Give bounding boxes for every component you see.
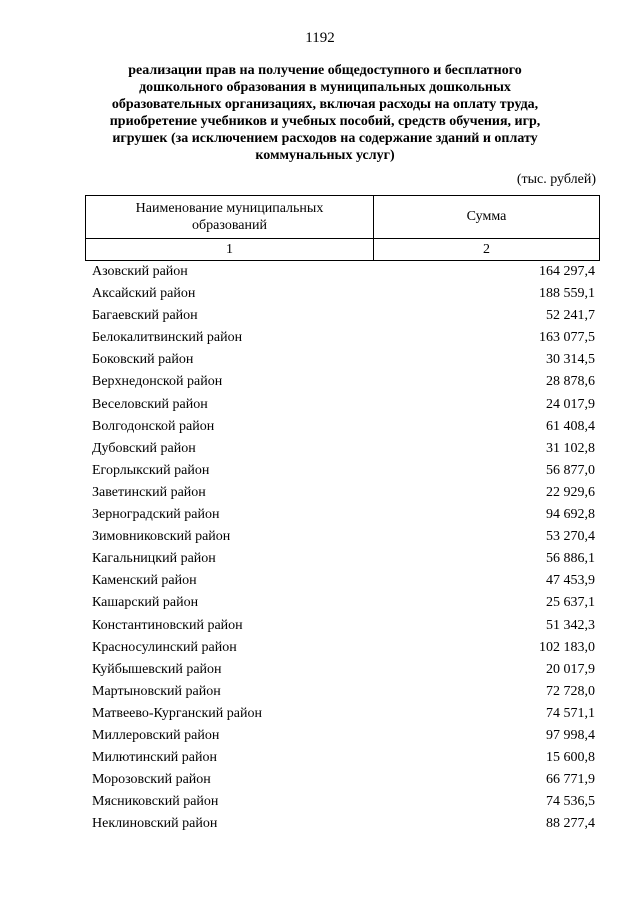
table-row xyxy=(92,261,595,283)
municipality-name: Константиновский район xyxy=(92,617,243,633)
table-row xyxy=(92,615,595,637)
table-row xyxy=(92,725,595,747)
amount-value: 163 077,5 xyxy=(539,330,595,346)
amount-value: 66 771,9 xyxy=(546,772,595,788)
municipality-name: Кашарский район xyxy=(92,595,199,611)
municipality-name: Красносулинский район xyxy=(92,639,237,655)
table-row xyxy=(92,283,595,305)
municipality-name: Милютинский район xyxy=(92,750,218,766)
amount-value: 52 241,7 xyxy=(546,308,595,324)
header-name-line: образований xyxy=(192,218,267,233)
municipality-name: Дубовский район xyxy=(92,440,196,456)
municipality-name: Заветинский район xyxy=(92,484,206,500)
municipality-name: Аксайский район xyxy=(92,286,196,302)
table-row xyxy=(92,438,595,460)
amount-value: 22 929,6 xyxy=(546,484,595,500)
amount-value: 74 536,5 xyxy=(546,794,595,810)
municipality-name: Кагальницкий район xyxy=(92,551,216,567)
table-row xyxy=(92,637,595,659)
table-body xyxy=(92,261,595,835)
municipality-name: Верхнедонской район xyxy=(92,374,223,390)
amount-value: 72 728,0 xyxy=(546,683,595,699)
amount-value: 28 878,6 xyxy=(546,374,595,390)
table-row xyxy=(92,349,595,371)
amount-value: 97 998,4 xyxy=(546,727,595,743)
municipality-name: Белокалитвинский район xyxy=(92,330,243,346)
amount-value: 53 270,4 xyxy=(546,529,595,545)
amount-value: 56 877,0 xyxy=(546,462,595,478)
title-line: дошкольного образования в муниципальных дошкольных xyxy=(139,80,511,95)
amount-value: 20 017,9 xyxy=(546,661,595,677)
table-row xyxy=(92,327,595,349)
municipality-name: Егорлыкский район xyxy=(92,462,210,478)
municipality-name: Волгодонской район xyxy=(92,418,215,434)
title-line: игрушек (за исключением расходов на содержание зданий и оплату xyxy=(112,131,538,146)
amount-value: 30 314,5 xyxy=(546,352,595,368)
table-row xyxy=(92,747,595,769)
table-row xyxy=(92,460,595,482)
municipality-name: Мясниковский район xyxy=(92,794,219,810)
table-row xyxy=(92,504,595,526)
amount-value: 88 277,4 xyxy=(546,816,595,832)
table-row xyxy=(92,548,595,570)
table-row xyxy=(92,305,595,327)
table-row xyxy=(92,526,595,548)
title-line: коммунальных услуг) xyxy=(255,148,395,163)
page-number: 1192 xyxy=(305,30,335,46)
amount-value: 31 102,8 xyxy=(546,440,595,456)
table-row xyxy=(92,592,595,614)
amount-value: 24 017,9 xyxy=(546,396,595,412)
municipality-name: Неклиновский район xyxy=(92,816,218,832)
municipality-name: Зимовниковский район xyxy=(92,529,231,545)
municipality-name: Куйбышевский район xyxy=(92,661,222,677)
title-line: приобретение учебников и учебных пособий, средств обучения, игр, xyxy=(109,114,541,129)
municipality-name: Веселовский район xyxy=(92,396,208,412)
table-row xyxy=(92,681,595,703)
title-line: образовательных организациях, включая расходы на оплату труда, xyxy=(111,97,539,112)
table-row xyxy=(92,482,595,504)
table-row xyxy=(92,703,595,725)
amount-value: 188 559,1 xyxy=(539,286,595,302)
column-number-2: 2 xyxy=(374,239,600,261)
table-row xyxy=(92,791,595,813)
title-line: реализации прав на получение общедоступного и бесплатного xyxy=(128,63,522,78)
municipality-name: Азовский район xyxy=(92,264,188,279)
amount-value: 25 637,1 xyxy=(546,595,595,611)
municipality-name: Зерноградский район xyxy=(92,507,220,523)
table-header xyxy=(85,195,600,261)
column-number-1: 1 xyxy=(86,239,374,261)
municipality-name: Матвеево-Курганский район xyxy=(92,705,262,721)
municipality-name: Боковский район xyxy=(92,352,194,368)
municipality-name: Миллеровский район xyxy=(92,727,220,743)
amount-value: 61 408,4 xyxy=(546,418,595,434)
table-row xyxy=(92,394,595,416)
amount-value: 74 571,1 xyxy=(546,705,595,721)
municipality-name: Морозовский район xyxy=(92,772,211,788)
municipality-name: Мартыновский район xyxy=(92,683,221,699)
amount-value: 15 600,8 xyxy=(546,750,595,766)
amount-value: 102 183,0 xyxy=(539,639,595,655)
table-row xyxy=(92,813,595,835)
municipality-name: Каменский район xyxy=(92,573,197,589)
amount-value: 56 886,1 xyxy=(546,551,595,567)
amount-value: 47 453,9 xyxy=(546,573,595,589)
table-row xyxy=(92,659,595,681)
table-row xyxy=(92,371,595,393)
header-name-cell xyxy=(86,196,374,239)
table-row xyxy=(92,416,595,438)
amount-value: 51 342,3 xyxy=(546,617,595,633)
document-title xyxy=(90,62,560,164)
header-sum-cell: Сумма xyxy=(374,196,600,239)
header-name-line: Наименование муниципальных xyxy=(135,201,324,216)
amount-value: 164 297,4 xyxy=(539,264,595,279)
table-row xyxy=(92,570,595,592)
units-label: (тыс. рублей) xyxy=(516,172,596,187)
table-row xyxy=(92,769,595,791)
municipality-name: Багаевский район xyxy=(92,308,198,324)
amount-value: 94 692,8 xyxy=(546,507,595,523)
